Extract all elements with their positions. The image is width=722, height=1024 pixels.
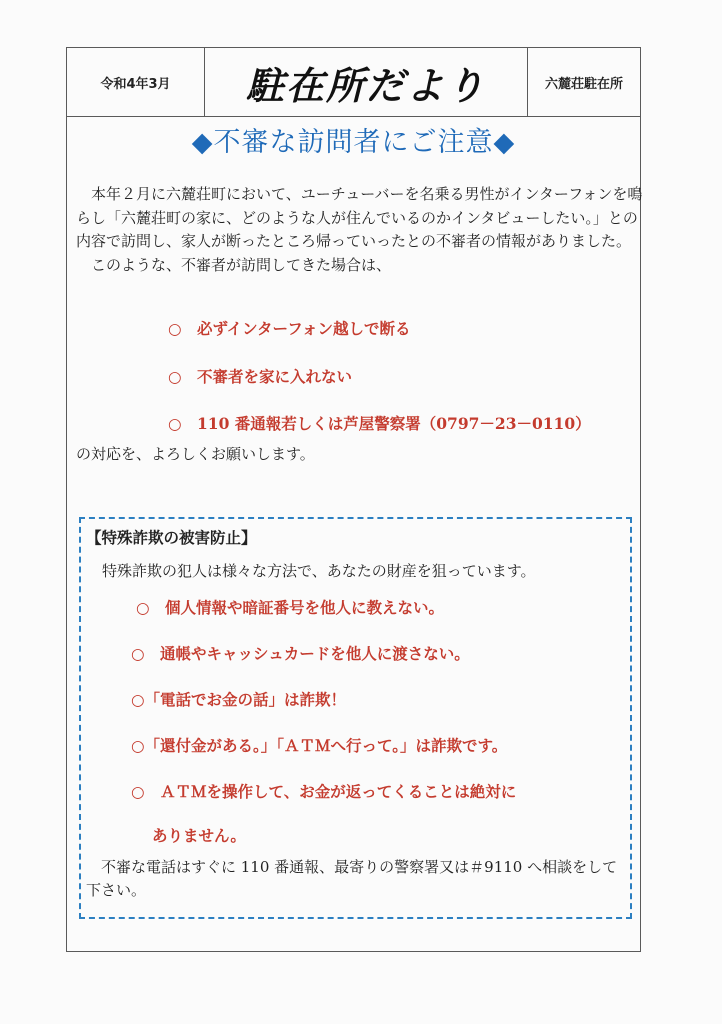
fraud-lead: 特殊詐欺の犯人は様々な方法で、あなたの財産を狙っています。 [102,562,536,580]
fraud-footer [86,856,626,902]
fraud-item: ○ 通帳やキャッシュカードを他人に渡さない。 [131,644,470,663]
newsletter-title: 駐在所だより [205,48,528,116]
fraud-item: ○ ＡＴＭを操作して、お金が返ってくることは絶対に [131,782,517,801]
station-name: 六麓荘駐在所 [544,76,623,92]
fraud-title: 【特殊詐欺の被害防止】 [86,528,257,547]
closing-text: の対応を、よろしくお願いします。 [76,445,315,463]
fraud-footer-text: 不審な電話はすぐに 110 番通報、最寄りの警察署又は＃9110 へ相談をして下さい。 [86,858,618,899]
response-item: ○ 110 番通報若しくは芦屋警察署（0797－23－0110） [168,414,591,433]
newsletter-header [67,48,640,117]
intro-text [76,183,646,277]
fraud-item: ○「電話でお金の話」は詐欺！ [131,690,347,709]
fraud-item: ○ 個人情報や暗証番号を他人に教えない。 [136,598,445,617]
fraud-item: ありません。 [152,826,246,845]
response-item: ○ 必ずインターフォン越しで断る [168,319,411,338]
response-item: ○ 不審者を家に入れない [168,367,353,386]
article-headline: ◆不審な訪問者にご注意◆ [191,127,516,158]
fraud-item: ○「還付金がある。」「ＡＴＭへ行って。」は詐欺です。 [131,736,508,755]
intro-paragraph-2: このような、不審者が訪問してきた場合は、 [91,255,392,274]
issue-date: 令和4年3月 [67,48,205,116]
intro-paragraph-1: 本年２月に六麓荘町において、ユーチューバーを名乗る男性がインターフォンを鳴らし「六麓荘町の家に、どのような人が住んでいるのかインタビューしたい。」との内容で訪問し、家人が断ったところ帰っていったとの不審者の情報がありました。 [76,185,643,250]
